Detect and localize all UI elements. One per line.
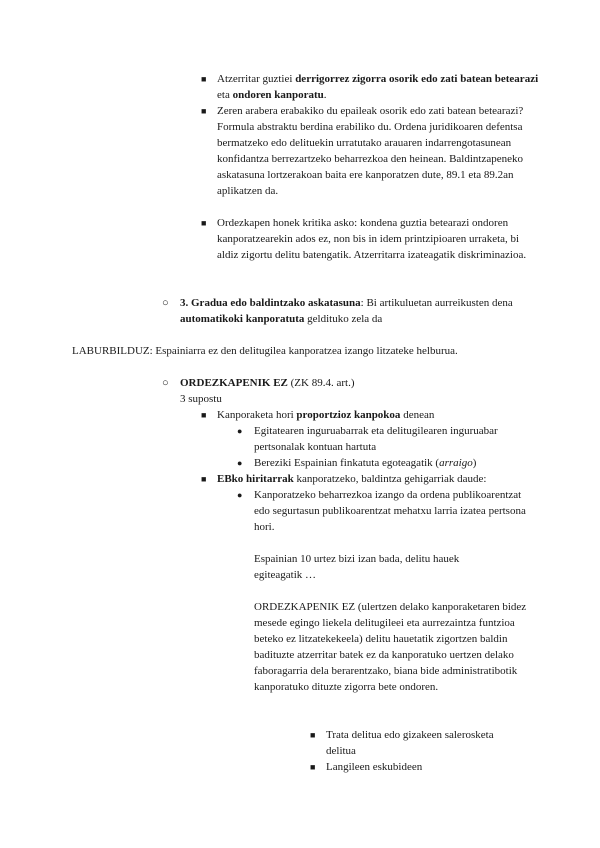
dot-paragraph: Espainian 10 urtez bizi izan bada, delitu hauek egiteagatik … <box>254 553 460 581</box>
dot-bullet-icon: ● <box>237 458 243 468</box>
square-bullet-icon: ■ <box>201 74 207 84</box>
bullet-paragraph: Zeren arabera erabakiko du epaileak osorik edo zati batean betearazi? Formula abstraktu berdina erabiliko du. Ordena juridikoaren defentsa bermatzeko edo delituekin urratutako arauaren indarrengotasunean konfidantza berrezartzeko beharrezkoa den heinean. Baldintzapeneko askatasuna lortzerakoan baita ere kanporatzen dute, 89.1 eta 89.2an aplikatzen da. <box>217 105 524 197</box>
square-bullet-icon: ■ <box>201 106 207 116</box>
bullet-paragraph: Trata delitua edo gizakeen salerosketa delitua <box>326 729 494 757</box>
square-bullet-icon: ■ <box>201 218 207 228</box>
square-bullet-icon: ■ <box>201 410 207 420</box>
dot-paragraph: Bereziki Espainian finkatuta egoteagatik (arraigo) <box>254 457 477 469</box>
dot-paragraph: Kanporatzeko beharrezkoa izango da ordena publikoarentzat edo segurtasun publikoarentzat mehatxu larria izatea pertsona hori. <box>254 489 526 533</box>
circle-bullet-icon: ○ <box>162 297 169 309</box>
summary-paragraph: LABURBILDUZ: Espainiarra ez den delitugilea kanporatzea izango litzateke helburua. <box>72 345 458 357</box>
bullet-paragraph: Atzerritar guztiei derrigorrez zigorra osorik edo zati batean betearazi eta ondoren kanporatu. <box>217 73 539 101</box>
circle-bullet-icon: ○ <box>162 377 169 389</box>
bullet-paragraph: Ordezkapen honek kritika asko: kondena guztia betearazi ondoren kanporatzearekin ados ez, non bis in idem printzipioaren urraketa, bi aldiz zigortu delitu batengatik. Atzerritarra izateagatik diskriminazioa. <box>217 217 527 261</box>
list-item-gradua: 3. Gradua edo baldintzako askatasuna: Bi artikuluetan aurreikusten dena automatikoki kanporatuta geldituko zela da <box>180 297 513 325</box>
bullet-paragraph: Langileen eskubideen <box>326 761 423 773</box>
dot-paragraph: Egitatearen inguruabarrak eta delitugilearen inguruabar pertsonalak kontuan hartuta <box>254 425 498 453</box>
dot-bullet-icon: ● <box>237 426 243 436</box>
dot-bullet-icon: ● <box>237 490 243 500</box>
bullet-paragraph: EBko hiritarrak kanporatzeko, baldintza gehigarriak daude: <box>217 473 487 485</box>
list-item-ordezkapenik-ez: ORDEZKAPENIK EZ (ZK 89.4. art.) <box>180 377 355 389</box>
square-bullet-icon: ■ <box>201 474 207 484</box>
bullet-paragraph: Kanporaketa hori proportzioz kanpokoa denean <box>217 409 435 421</box>
dot-paragraph: ORDEZKAPENIK EZ (ulertzen delako kanporaketaren bidez mesede egingo liekela delitugileei eta aurrezaintza funtzioa beteko ez litzatekekeela) delitu hauetatik zigortzen baldin badituzte atzerritar batek ez da kanporatuko uertzen delako faboragarria dela berarentzako, biana bide administratibotik kanporatuko dituzte zigorra bete ondoren. <box>254 601 527 693</box>
square-bullet-icon: ■ <box>310 730 316 740</box>
square-bullet-icon: ■ <box>310 762 316 772</box>
sub-note: 3 supostu <box>180 393 222 405</box>
